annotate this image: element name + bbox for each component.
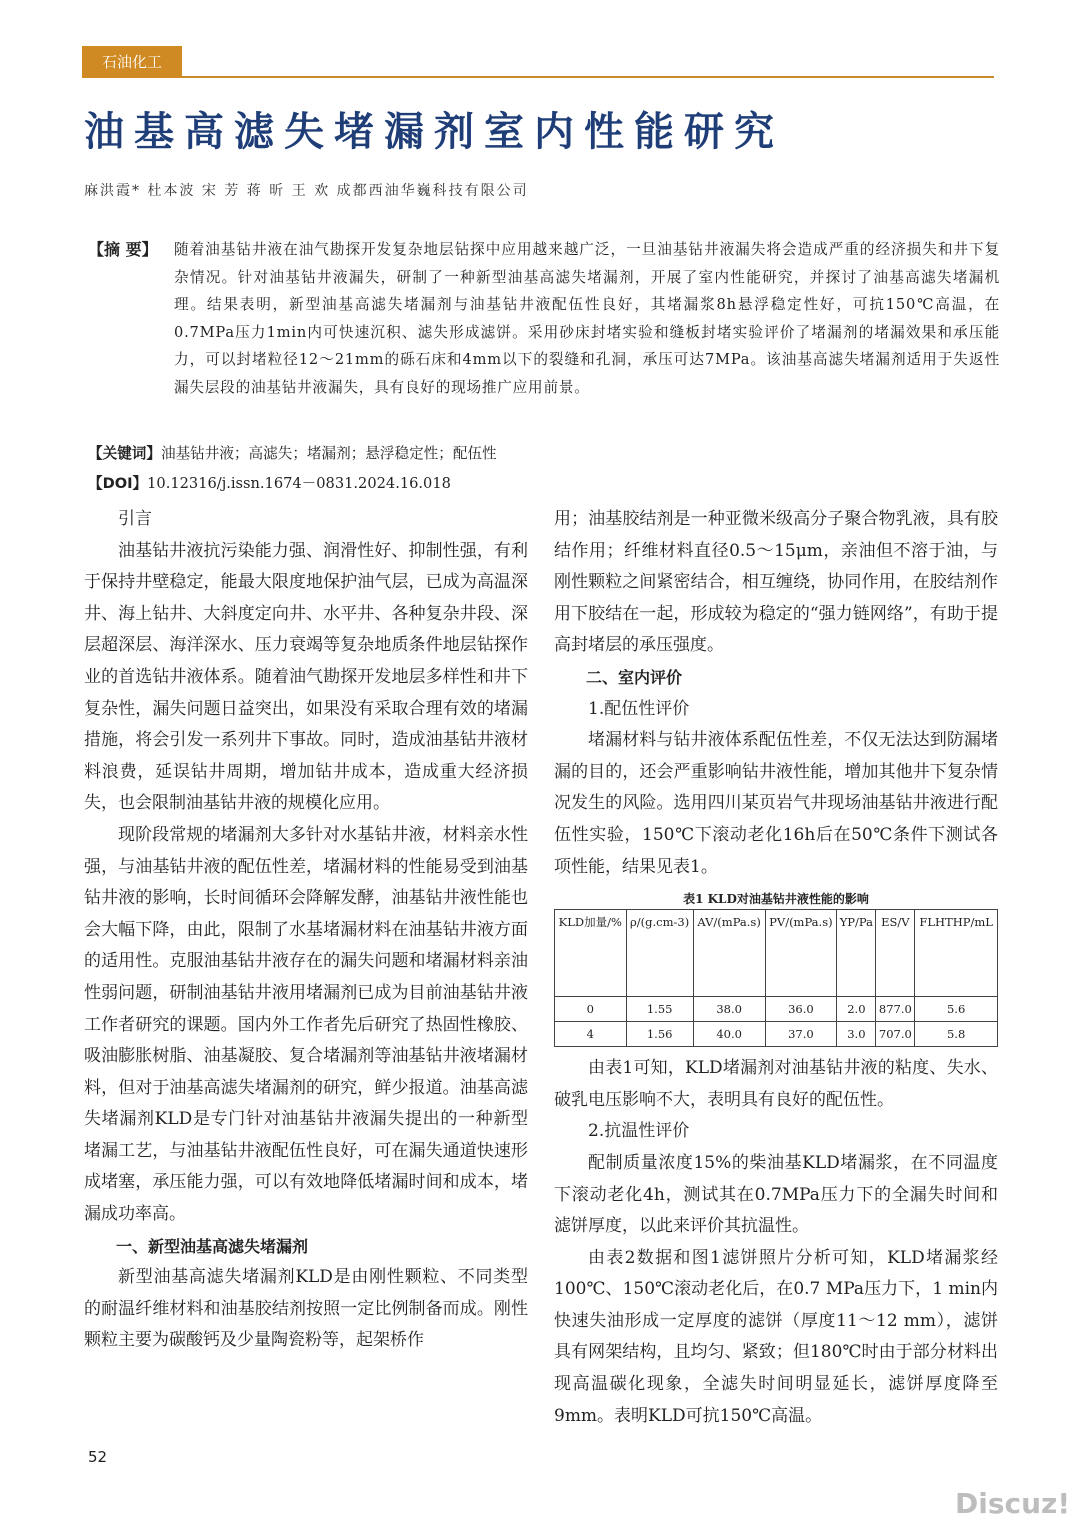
table-header-cell: ES/V: [876, 910, 915, 997]
left-column: [84, 504, 528, 1357]
table-cell: 1.55: [626, 997, 693, 1022]
watermark-logo: Discuz!: [955, 1487, 1071, 1520]
header-rule: [82, 50, 994, 78]
table-row: [555, 1022, 998, 1047]
heading-section-1: 一、新型油基高滤失堵漏剂: [116, 1236, 309, 1256]
table-1: [554, 889, 998, 1047]
abstract-label: 【摘 要】: [88, 240, 158, 259]
table-header-cell: ρ/(g.cm-3): [626, 910, 693, 997]
section-tag: 石油化工: [82, 46, 182, 78]
heading-temp: 2.抗温性评价: [588, 1121, 690, 1142]
heading-intro: 引言: [118, 509, 152, 529]
table-cell: 37.0: [765, 1022, 837, 1047]
table-grid: [554, 909, 998, 1047]
authors-line: 麻洪霞* 杜本波 宋 芳 蒋 昕 王 欢 成都西油华巍科技有限公司: [84, 183, 529, 199]
right-column: [554, 504, 998, 1432]
paragraph: 配制质量浓度15%的柴油基KLD堵漏浆，在不同温度下滚动老化4h，测试其在0.7MPa压力下的全漏失时间和滤饼厚度，以此来评价其抗温性。: [554, 1152, 998, 1237]
keywords-line: [88, 442, 497, 463]
paragraph: 现阶段常规的堵漏剂大多针对水基钻井液，材料亲水性强，与油基钻井液的配伍性差，堵漏材料的性能易受到油基钻井液的影响，长时间循环会降解发酵，油基钻井液性能也会大幅下降，由此，限制了水基堵漏材料在油基钻井液方面的适用性。克服油基钻井液存在的漏失问题和堵漏材料亲油性弱问题，研制油基钻井液用堵漏剂已成为目前油基钻井液工作者研究的课题。国内外工作者先后研究了热固性橡胶、吸油膨胀树脂、油基凝胶、复合堵漏剂等油基钻井液堵漏材料，但对于油基高滤失堵漏剂的研究，鲜少报道。油基高滤失堵漏剂KLD是专门针对油基钻井液漏失提出的一种新型堵漏工艺，与油基钻井液配伍性良好，可在漏失通道快速形成堵塞，承压能力强，可以有效地降低堵漏时间和成本，堵漏成功率高。: [84, 824, 528, 1225]
table-cell: 877.0: [876, 997, 915, 1022]
table-caption: 表1 KLD对油基钻井液性能的影响: [683, 892, 869, 907]
table-cell: 4: [555, 1022, 627, 1047]
paragraph: 堵漏材料与钻井液体系配伍性差，不仅无法达到防漏堵漏的目的，还会严重影响钻井液性能，增加其他井下复杂情况发生的风险。选用四川某页岩气井现场油基钻井液进行配伍性实验，150℃下滚动老化16h后在50℃条件下测试各项性能，结果见表1。: [554, 730, 998, 877]
table-cell: 5.8: [915, 1022, 998, 1047]
table-header-cell: YP/Pa: [837, 910, 876, 997]
table-cell: 5.6: [915, 997, 998, 1022]
table-cell: 36.0: [765, 997, 837, 1022]
page-number: 52: [88, 1448, 108, 1466]
heading-compat: 1.配伍性评价: [588, 698, 690, 719]
paragraph: 新型油基高滤失堵漏剂KLD是由刚性颗粒、不同类型的耐温纤维材料和油基胶结剂按照一定比例制备而成。刚性颗粒主要为碳酸钙及少量陶瓷粉等，起架桥作: [84, 1267, 528, 1351]
article-title: 油基高滤失堵漏剂室内性能研究: [84, 108, 784, 155]
doi-label: 【DOI】: [88, 475, 148, 492]
paragraph: 用；油基胶结剂是一种亚微米级高分子聚合物乳液，具有胶结作用；纤维材料直径0.5～15μm，亲油但不溶于油，与刚性颗粒之间紧密结合，相互缠绕，协同作用，在胶结剂作用下胶结在一起，形成较为稳定的“强力链网络”，有助于提高封堵层的承压强度。: [554, 509, 998, 656]
table-cell: 40.0: [693, 1022, 765, 1047]
heading-section-2: 二、室内评价: [586, 667, 683, 687]
doi-text: 10.12316/j.issn.1674－0831.2024.16.018: [147, 475, 451, 492]
table-header-cell: KLD加量/%: [555, 910, 627, 997]
paragraph: 由表2数据和图1滤饼照片分析可知，KLD堵漏浆经100℃、150℃滚动老化后，在0.7 MPa压力下，1 min内快速失油形成一定厚度的滤饼（厚度11～12 mm），滤饼具有网架结构，且均匀、紧致；但180℃时由于部分材料出现高温碳化现象，全滤失时间明显延长，滤饼厚度降至9mm。表明KLD可抗150℃高温。: [554, 1247, 998, 1426]
table-header-row: [555, 910, 998, 997]
table-cell: 707.0: [876, 1022, 915, 1047]
table-header-cell: AV/(mPa.s): [693, 910, 765, 997]
table-cell: 0: [555, 997, 627, 1022]
keywords-text: 油基钻井液；高滤失；堵漏剂；悬浮稳定性；配伍性: [160, 445, 497, 462]
table-cell: 2.0: [837, 997, 876, 1022]
paragraph: 油基钻井液抗污染能力强、润滑性好、抑制性强，有利于保持井壁稳定，能最大限度地保护油气层，已成为高温深井、海上钻井、大斜度定向井、水平井、各种复杂井段、深层超深层、海洋深水、压力衰竭等复杂地质条件地层钻探作业的首选钻井液体系。随着油气勘探开发地层多样性和井下复杂性，漏失问题日益突出，如果没有采取合理有效的堵漏措施，将会引发一系列井下事故。同时，造成油基钻井液材料浪费，延误钻井周期，增加钻井成本，造成重大经济损失，也会限制油基钻井液的规模化应用。: [84, 540, 528, 814]
abstract-text: 随着油基钻井液在油气勘探开发复杂地层钻探中应用越来越广泛，一旦油基钻井液漏失将会造成严重的经济损失和井下复杂情况。针对油基钻井液漏失，研制了一种新型油基高滤失堵漏剂，开展了室内性能研究，并探讨了油基高滤失堵漏机理。结果表明，新型油基高滤失堵漏剂与油基钻井液配伍性良好，其堵漏浆8h悬浮稳定性好，可抗150℃高温，在0.7MPa压力1min内可快速沉积、滤失形成滤饼。采用砂床封堵实验和缝板封堵实验评价了堵漏剂的堵漏效果和承压能力，可以封堵粒径12～21mm的砾石床和4mm以下的裂缝和孔洞，承压可达7MPa。该油基高滤失堵漏剂适用于失返性漏失层段的油基钻井液漏失，具有良好的现场推广应用前景。: [174, 241, 1000, 396]
table-header-cell: PV/(mPa.s): [765, 910, 837, 997]
keywords-label: 【关键词】: [88, 445, 161, 462]
table-cell: 3.0: [837, 1022, 876, 1047]
doi-line: [88, 472, 451, 493]
table-row: [555, 997, 998, 1022]
table-header-cell: FLHTHP/mL: [915, 910, 998, 997]
abstract-block: [88, 236, 1000, 401]
paragraph: 由表1可知，KLD堵漏剂对油基钻井液的粘度、失水、破乳电压影响不大，表明具有良好的配伍性。: [554, 1058, 998, 1110]
table-cell: 38.0: [693, 997, 765, 1022]
table-cell: 1.56: [626, 1022, 693, 1047]
